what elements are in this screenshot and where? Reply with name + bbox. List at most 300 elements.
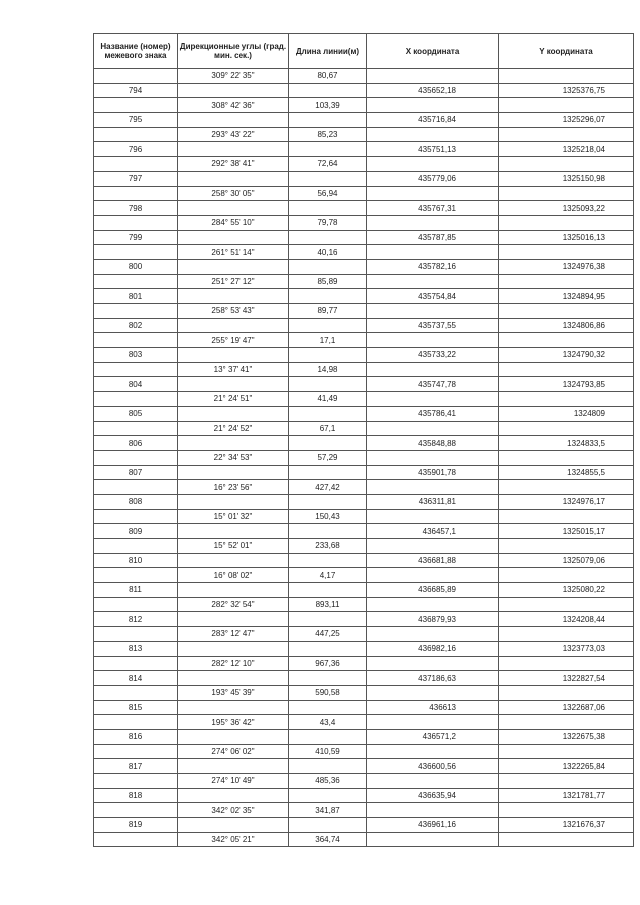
cell-x-coordinate: 436457,1 bbox=[367, 524, 499, 539]
cell-direction-angle bbox=[178, 671, 289, 686]
table-row-segment bbox=[94, 421, 634, 436]
cell-line-length bbox=[289, 671, 367, 686]
cell-direction-angle: 342° 02' 35" bbox=[178, 803, 289, 818]
cell-mark-name: 819 bbox=[94, 818, 178, 833]
cell-x-coordinate bbox=[367, 715, 499, 730]
cell-line-length bbox=[289, 788, 367, 803]
cell-x-coordinate bbox=[367, 509, 499, 524]
cell-x-coordinate bbox=[367, 480, 499, 495]
table-row-segment bbox=[94, 774, 634, 789]
cell-y-coordinate bbox=[499, 715, 634, 730]
cell-y-coordinate: 1325079,06 bbox=[499, 553, 634, 568]
cell-direction-angle: 13° 37' 41" bbox=[178, 362, 289, 377]
table-row-segment bbox=[94, 333, 634, 348]
cell-y-coordinate bbox=[499, 539, 634, 554]
cell-y-coordinate: 1321781,77 bbox=[499, 788, 634, 803]
cell-direction-angle: 309° 22' 35" bbox=[178, 69, 289, 84]
cell-direction-angle bbox=[178, 524, 289, 539]
cell-y-coordinate bbox=[499, 656, 634, 671]
cell-line-length: 80,67 bbox=[289, 69, 367, 84]
cell-x-coordinate bbox=[367, 685, 499, 700]
cell-x-coordinate: 436961,16 bbox=[367, 818, 499, 833]
cell-line-length bbox=[289, 465, 367, 480]
cell-y-coordinate bbox=[499, 450, 634, 465]
cell-x-coordinate bbox=[367, 450, 499, 465]
cell-y-coordinate: 1324976,17 bbox=[499, 494, 634, 509]
cell-y-coordinate bbox=[499, 127, 634, 142]
cell-x-coordinate bbox=[367, 832, 499, 847]
cell-y-coordinate: 1325296,07 bbox=[499, 113, 634, 128]
table-row-segment bbox=[94, 627, 634, 642]
cell-x-coordinate bbox=[367, 568, 499, 583]
cell-line-length bbox=[289, 113, 367, 128]
cell-mark-name: 797 bbox=[94, 171, 178, 186]
cell-line-length: 150,43 bbox=[289, 509, 367, 524]
cell-x-coordinate: 435848,88 bbox=[367, 436, 499, 451]
cell-line-length bbox=[289, 83, 367, 98]
table-row-point bbox=[94, 406, 634, 421]
cell-line-length bbox=[289, 348, 367, 363]
cell-mark-name bbox=[94, 627, 178, 642]
table-row-point bbox=[94, 377, 634, 392]
cell-line-length: 85,89 bbox=[289, 274, 367, 289]
table-row-segment bbox=[94, 656, 634, 671]
cell-x-coordinate bbox=[367, 186, 499, 201]
cell-mark-name: 794 bbox=[94, 83, 178, 98]
cell-line-length: 57,29 bbox=[289, 450, 367, 465]
cell-mark-name bbox=[94, 715, 178, 730]
table-row-segment bbox=[94, 215, 634, 230]
cell-y-coordinate bbox=[499, 774, 634, 789]
cell-mark-name bbox=[94, 392, 178, 407]
header-direction-angle: Дирекционные углы (град. мин. сек.) bbox=[178, 34, 289, 69]
table-row-segment bbox=[94, 98, 634, 113]
cell-x-coordinate bbox=[367, 362, 499, 377]
cell-line-length bbox=[289, 289, 367, 304]
cell-direction-angle bbox=[178, 230, 289, 245]
cell-mark-name bbox=[94, 69, 178, 84]
cell-x-coordinate bbox=[367, 656, 499, 671]
cell-mark-name bbox=[94, 656, 178, 671]
table-row-segment bbox=[94, 304, 634, 319]
cell-direction-angle bbox=[178, 759, 289, 774]
cell-line-length: 103,39 bbox=[289, 98, 367, 113]
cell-x-coordinate: 436600,56 bbox=[367, 759, 499, 774]
cell-x-coordinate: 436982,16 bbox=[367, 641, 499, 656]
cell-mark-name bbox=[94, 333, 178, 348]
cell-mark-name bbox=[94, 421, 178, 436]
cell-y-coordinate bbox=[499, 744, 634, 759]
cell-mark-name bbox=[94, 362, 178, 377]
cell-line-length: 485,36 bbox=[289, 774, 367, 789]
table-row-point bbox=[94, 465, 634, 480]
cell-line-length: 17,1 bbox=[289, 333, 367, 348]
cell-y-coordinate bbox=[499, 685, 634, 700]
cell-mark-name bbox=[94, 832, 178, 847]
cell-line-length bbox=[289, 201, 367, 216]
cell-y-coordinate: 1325093,22 bbox=[499, 201, 634, 216]
cell-x-coordinate: 436571,2 bbox=[367, 729, 499, 744]
cell-y-coordinate bbox=[499, 245, 634, 260]
table-row-segment bbox=[94, 509, 634, 524]
table-row-segment bbox=[94, 362, 634, 377]
cell-line-length: 893,11 bbox=[289, 597, 367, 612]
cell-direction-angle: 22° 34' 53" bbox=[178, 450, 289, 465]
cell-x-coordinate: 435733,22 bbox=[367, 348, 499, 363]
cell-x-coordinate: 435747,78 bbox=[367, 377, 499, 392]
cell-y-coordinate: 1324806,86 bbox=[499, 318, 634, 333]
cell-mark-name: 806 bbox=[94, 436, 178, 451]
cell-direction-angle bbox=[178, 729, 289, 744]
cell-direction-angle bbox=[178, 142, 289, 157]
cell-direction-angle: 274° 06' 02" bbox=[178, 744, 289, 759]
cell-x-coordinate bbox=[367, 98, 499, 113]
cell-y-coordinate bbox=[499, 304, 634, 319]
cell-x-coordinate: 436681,88 bbox=[367, 553, 499, 568]
cell-direction-angle bbox=[178, 259, 289, 274]
cell-x-coordinate: 435754,84 bbox=[367, 289, 499, 304]
cell-y-coordinate: 1325015,17 bbox=[499, 524, 634, 539]
cell-line-length bbox=[289, 171, 367, 186]
table-body bbox=[94, 69, 634, 847]
table-row-point bbox=[94, 700, 634, 715]
table-row-point bbox=[94, 289, 634, 304]
cell-mark-name: 796 bbox=[94, 142, 178, 157]
cell-y-coordinate: 1324790,32 bbox=[499, 348, 634, 363]
cell-mark-name: 809 bbox=[94, 524, 178, 539]
cell-line-length: 590,58 bbox=[289, 685, 367, 700]
cell-line-length: 447,25 bbox=[289, 627, 367, 642]
cell-direction-angle bbox=[178, 348, 289, 363]
cell-x-coordinate: 435767,31 bbox=[367, 201, 499, 216]
cell-direction-angle: 15° 01' 32" bbox=[178, 509, 289, 524]
cell-mark-name bbox=[94, 568, 178, 583]
table-row-point bbox=[94, 201, 634, 216]
cell-line-length bbox=[289, 818, 367, 833]
cell-x-coordinate: 435751,13 bbox=[367, 142, 499, 157]
cell-direction-angle: 282° 12' 10" bbox=[178, 656, 289, 671]
cell-line-length: 233,68 bbox=[289, 539, 367, 554]
cell-y-coordinate: 1325376,75 bbox=[499, 83, 634, 98]
table-row-point bbox=[94, 641, 634, 656]
table-row-point bbox=[94, 171, 634, 186]
boundary-marks-table bbox=[93, 33, 634, 847]
cell-direction-angle bbox=[178, 583, 289, 598]
cell-mark-name bbox=[94, 127, 178, 142]
cell-x-coordinate: 436613 bbox=[367, 700, 499, 715]
cell-line-length bbox=[289, 230, 367, 245]
cell-line-length: 85,23 bbox=[289, 127, 367, 142]
cell-line-length: 427,42 bbox=[289, 480, 367, 495]
header-mark-name: Название (номер) межевого знака bbox=[94, 34, 178, 69]
cell-line-length bbox=[289, 612, 367, 627]
cell-line-length: 89,77 bbox=[289, 304, 367, 319]
cell-x-coordinate bbox=[367, 215, 499, 230]
cell-x-coordinate: 435716,84 bbox=[367, 113, 499, 128]
cell-y-coordinate: 1324855,5 bbox=[499, 465, 634, 480]
table-row-point bbox=[94, 553, 634, 568]
cell-mark-name: 804 bbox=[94, 377, 178, 392]
cell-x-coordinate bbox=[367, 803, 499, 818]
cell-mark-name bbox=[94, 215, 178, 230]
cell-direction-angle: 261° 51' 14" bbox=[178, 245, 289, 260]
cell-mark-name: 812 bbox=[94, 612, 178, 627]
table-row-point bbox=[94, 788, 634, 803]
cell-mark-name bbox=[94, 744, 178, 759]
table-row-point bbox=[94, 348, 634, 363]
cell-x-coordinate: 435782,16 bbox=[367, 259, 499, 274]
cell-y-coordinate bbox=[499, 186, 634, 201]
cell-x-coordinate bbox=[367, 157, 499, 172]
table-row-segment bbox=[94, 186, 634, 201]
cell-mark-name: 813 bbox=[94, 641, 178, 656]
cell-mark-name bbox=[94, 774, 178, 789]
cell-y-coordinate bbox=[499, 98, 634, 113]
cell-y-coordinate bbox=[499, 832, 634, 847]
cell-x-coordinate bbox=[367, 421, 499, 436]
cell-y-coordinate bbox=[499, 509, 634, 524]
table-row-point bbox=[94, 113, 634, 128]
cell-line-length bbox=[289, 259, 367, 274]
cell-y-coordinate: 1325016,13 bbox=[499, 230, 634, 245]
cell-mark-name: 815 bbox=[94, 700, 178, 715]
cell-y-coordinate: 1324208,44 bbox=[499, 612, 634, 627]
cell-direction-angle bbox=[178, 289, 289, 304]
cell-direction-angle: 193° 45' 39" bbox=[178, 685, 289, 700]
cell-mark-name bbox=[94, 539, 178, 554]
cell-direction-angle: 16° 23' 56" bbox=[178, 480, 289, 495]
cell-mark-name bbox=[94, 450, 178, 465]
cell-mark-name bbox=[94, 509, 178, 524]
cell-line-length bbox=[289, 318, 367, 333]
cell-direction-angle bbox=[178, 318, 289, 333]
cell-mark-name: 807 bbox=[94, 465, 178, 480]
header-line-length: Длина линии(м) bbox=[289, 34, 367, 69]
cell-mark-name: 798 bbox=[94, 201, 178, 216]
cell-y-coordinate bbox=[499, 568, 634, 583]
table-row-segment bbox=[94, 715, 634, 730]
table-row-point bbox=[94, 259, 634, 274]
cell-y-coordinate bbox=[499, 627, 634, 642]
cell-mark-name bbox=[94, 803, 178, 818]
cell-y-coordinate: 1323773,03 bbox=[499, 641, 634, 656]
cell-line-length: 40,16 bbox=[289, 245, 367, 260]
cell-mark-name: 802 bbox=[94, 318, 178, 333]
cell-direction-angle: 21° 24' 51" bbox=[178, 392, 289, 407]
cell-direction-angle bbox=[178, 494, 289, 509]
cell-direction-angle: 283° 12' 47" bbox=[178, 627, 289, 642]
table-row-segment bbox=[94, 539, 634, 554]
table-row-point bbox=[94, 759, 634, 774]
table-row-point bbox=[94, 671, 634, 686]
cell-y-coordinate: 1324809 bbox=[499, 406, 634, 421]
cell-x-coordinate: 436879,93 bbox=[367, 612, 499, 627]
cell-direction-angle bbox=[178, 201, 289, 216]
table-row-segment bbox=[94, 803, 634, 818]
cell-direction-angle: 251° 27' 12" bbox=[178, 274, 289, 289]
cell-x-coordinate bbox=[367, 627, 499, 642]
cell-direction-angle: 21° 24' 52" bbox=[178, 421, 289, 436]
cell-mark-name: 817 bbox=[94, 759, 178, 774]
cell-y-coordinate: 1324833,5 bbox=[499, 436, 634, 451]
table-row-segment bbox=[94, 69, 634, 84]
cell-mark-name bbox=[94, 186, 178, 201]
cell-y-coordinate bbox=[499, 215, 634, 230]
cell-direction-angle bbox=[178, 406, 289, 421]
cell-direction-angle bbox=[178, 436, 289, 451]
table-row-segment bbox=[94, 597, 634, 612]
cell-direction-angle bbox=[178, 612, 289, 627]
cell-direction-angle: 342° 05' 21" bbox=[178, 832, 289, 847]
cell-direction-angle: 274° 10' 49" bbox=[178, 774, 289, 789]
cell-direction-angle bbox=[178, 83, 289, 98]
cell-mark-name: 816 bbox=[94, 729, 178, 744]
table-row-point bbox=[94, 142, 634, 157]
table-row-segment bbox=[94, 245, 634, 260]
cell-x-coordinate bbox=[367, 774, 499, 789]
cell-line-length bbox=[289, 553, 367, 568]
cell-mark-name bbox=[94, 274, 178, 289]
cell-direction-angle bbox=[178, 788, 289, 803]
cell-y-coordinate: 1324793,85 bbox=[499, 377, 634, 392]
cell-mark-name: 803 bbox=[94, 348, 178, 363]
cell-y-coordinate bbox=[499, 362, 634, 377]
cell-mark-name bbox=[94, 480, 178, 495]
table-row-segment bbox=[94, 392, 634, 407]
cell-direction-angle: 258° 30' 05" bbox=[178, 186, 289, 201]
cell-line-length: 43,4 bbox=[289, 715, 367, 730]
cell-line-length bbox=[289, 700, 367, 715]
cell-x-coordinate bbox=[367, 392, 499, 407]
cell-x-coordinate: 437186,63 bbox=[367, 671, 499, 686]
cell-mark-name: 801 bbox=[94, 289, 178, 304]
cell-y-coordinate bbox=[499, 803, 634, 818]
cell-direction-angle: 284° 55' 10" bbox=[178, 215, 289, 230]
cell-mark-name: 814 bbox=[94, 671, 178, 686]
cell-line-length: 364,74 bbox=[289, 832, 367, 847]
cell-direction-angle bbox=[178, 377, 289, 392]
cell-x-coordinate: 435737,55 bbox=[367, 318, 499, 333]
cell-mark-name bbox=[94, 597, 178, 612]
cell-y-coordinate bbox=[499, 274, 634, 289]
cell-direction-angle bbox=[178, 700, 289, 715]
table-header-row bbox=[94, 34, 634, 69]
cell-direction-angle: 292° 38' 41" bbox=[178, 157, 289, 172]
cell-x-coordinate bbox=[367, 245, 499, 260]
cell-mark-name: 795 bbox=[94, 113, 178, 128]
cell-line-length bbox=[289, 494, 367, 509]
cell-x-coordinate: 435652,18 bbox=[367, 83, 499, 98]
cell-y-coordinate: 1322827,54 bbox=[499, 671, 634, 686]
cell-line-length bbox=[289, 142, 367, 157]
cell-y-coordinate: 1325080,22 bbox=[499, 583, 634, 598]
cell-direction-angle bbox=[178, 113, 289, 128]
cell-x-coordinate bbox=[367, 69, 499, 84]
cell-y-coordinate: 1325218,04 bbox=[499, 142, 634, 157]
cell-direction-angle bbox=[178, 553, 289, 568]
cell-line-length: 72,64 bbox=[289, 157, 367, 172]
cell-y-coordinate: 1324976,38 bbox=[499, 259, 634, 274]
cell-line-length: 341,87 bbox=[289, 803, 367, 818]
cell-line-length bbox=[289, 524, 367, 539]
table-row-point bbox=[94, 494, 634, 509]
table-row-segment bbox=[94, 832, 634, 847]
cell-y-coordinate bbox=[499, 333, 634, 348]
cell-line-length bbox=[289, 436, 367, 451]
cell-y-coordinate bbox=[499, 597, 634, 612]
cell-mark-name bbox=[94, 304, 178, 319]
cell-y-coordinate: 1322687,06 bbox=[499, 700, 634, 715]
cell-y-coordinate bbox=[499, 392, 634, 407]
cell-x-coordinate bbox=[367, 333, 499, 348]
table-row-point bbox=[94, 583, 634, 598]
cell-line-length: 79,78 bbox=[289, 215, 367, 230]
table-row-point bbox=[94, 318, 634, 333]
cell-x-coordinate: 435779,06 bbox=[367, 171, 499, 186]
cell-x-coordinate: 436685,89 bbox=[367, 583, 499, 598]
cell-line-length: 41,49 bbox=[289, 392, 367, 407]
cell-line-length bbox=[289, 377, 367, 392]
cell-line-length bbox=[289, 641, 367, 656]
cell-mark-name: 811 bbox=[94, 583, 178, 598]
cell-x-coordinate bbox=[367, 127, 499, 142]
cell-mark-name bbox=[94, 245, 178, 260]
cell-mark-name: 799 bbox=[94, 230, 178, 245]
cell-mark-name bbox=[94, 98, 178, 113]
cell-x-coordinate: 435786,41 bbox=[367, 406, 499, 421]
table-row-segment bbox=[94, 274, 634, 289]
cell-line-length bbox=[289, 729, 367, 744]
cell-y-coordinate: 1321676,37 bbox=[499, 818, 634, 833]
cell-direction-angle: 258° 53' 43" bbox=[178, 304, 289, 319]
cell-y-coordinate: 1322675,38 bbox=[499, 729, 634, 744]
cell-y-coordinate bbox=[499, 69, 634, 84]
cell-direction-angle: 16° 08' 02" bbox=[178, 568, 289, 583]
cell-y-coordinate: 1322265,84 bbox=[499, 759, 634, 774]
cell-direction-angle: 282° 32' 54" bbox=[178, 597, 289, 612]
cell-y-coordinate bbox=[499, 421, 634, 436]
cell-direction-angle: 255° 19' 47" bbox=[178, 333, 289, 348]
cell-y-coordinate bbox=[499, 157, 634, 172]
cell-line-length: 4,17 bbox=[289, 568, 367, 583]
cell-x-coordinate: 435901,78 bbox=[367, 465, 499, 480]
cell-mark-name bbox=[94, 685, 178, 700]
table-row-point bbox=[94, 230, 634, 245]
header-x-coordinate: X координата bbox=[367, 34, 499, 69]
cell-x-coordinate bbox=[367, 274, 499, 289]
cell-line-length: 410,59 bbox=[289, 744, 367, 759]
cell-y-coordinate: 1324894,95 bbox=[499, 289, 634, 304]
cell-line-length: 967,36 bbox=[289, 656, 367, 671]
cell-y-coordinate: 1325150,98 bbox=[499, 171, 634, 186]
table-row-point bbox=[94, 83, 634, 98]
cell-line-length: 56,94 bbox=[289, 186, 367, 201]
cell-direction-angle bbox=[178, 171, 289, 186]
table-row-segment bbox=[94, 127, 634, 142]
cell-direction-angle bbox=[178, 818, 289, 833]
table-row-point bbox=[94, 818, 634, 833]
cell-line-length: 67,1 bbox=[289, 421, 367, 436]
table-row-point bbox=[94, 729, 634, 744]
table-row-segment bbox=[94, 157, 634, 172]
table-row-segment bbox=[94, 480, 634, 495]
table-row-point bbox=[94, 524, 634, 539]
cell-line-length bbox=[289, 406, 367, 421]
cell-y-coordinate bbox=[499, 480, 634, 495]
cell-mark-name: 810 bbox=[94, 553, 178, 568]
cell-mark-name bbox=[94, 157, 178, 172]
cell-x-coordinate: 435787,85 bbox=[367, 230, 499, 245]
